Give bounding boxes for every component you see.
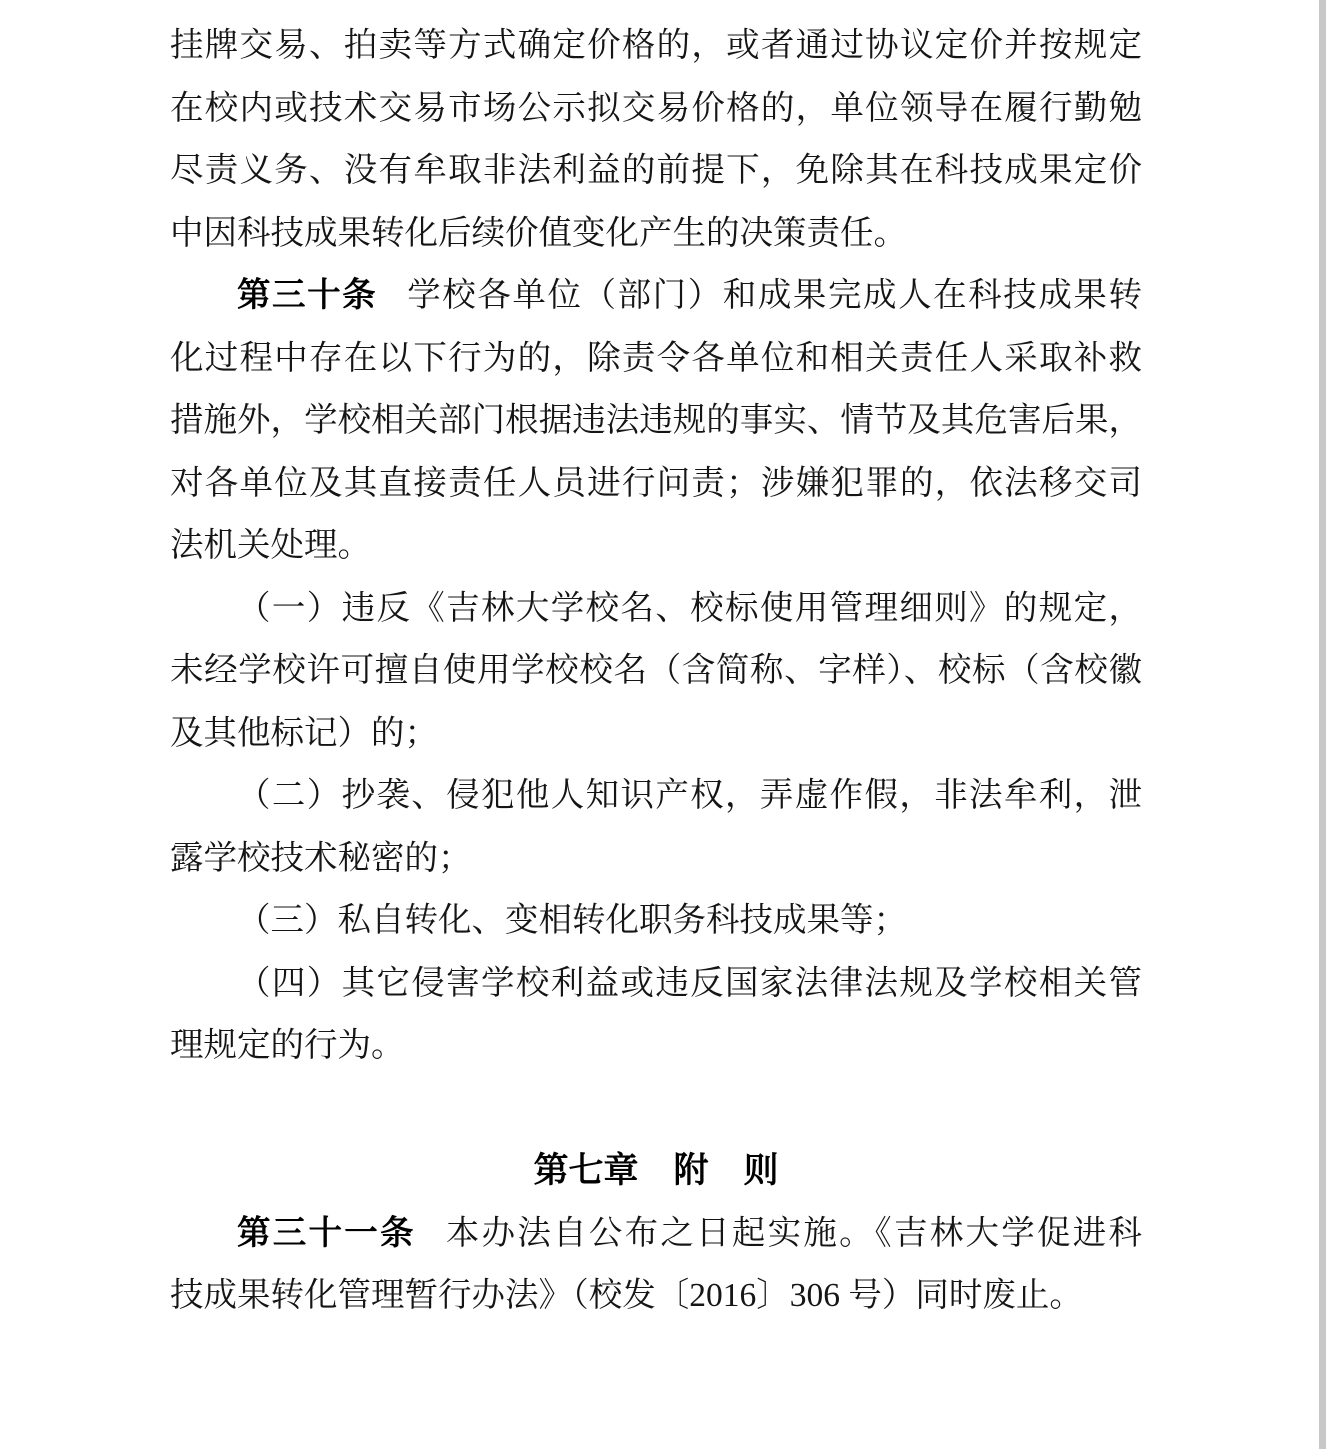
article-31-text: 本办法自公布之日起实施。《吉林大学促进科 bbox=[445, 1214, 1143, 1252]
text-line: 露学校技术秘密的； bbox=[170, 839, 472, 877]
text-line: 在校内或技术交易市场公示拟交易价格的，单位领导在履行勤勉 bbox=[170, 89, 1142, 127]
article-30-first-line bbox=[170, 265, 1142, 328]
item-3-line: （三）私自转化、变相转化职务科技成果等； bbox=[237, 902, 907, 939]
chapter-7-heading: 第七章 附 则 bbox=[533, 1151, 779, 1190]
item-1-line: （一）违反《吉林大学校名、校标使用管理细则》的规定， bbox=[237, 589, 1142, 627]
item-4-line: （四）其它侵害学校利益或违反国家法律法规及学校相关管 bbox=[237, 964, 1142, 1002]
text-line: 措施外，学校相关部门根据违法违规的事实、情节及其危害后果， bbox=[170, 402, 1142, 439]
article-30-label: 第三十条 bbox=[237, 277, 378, 314]
blank-line bbox=[170, 1078, 1142, 1141]
text-line: 化过程中存在以下行为的，除责令各单位和相关责任人采取补救 bbox=[170, 339, 1142, 377]
text-line: 理规定的行为。 bbox=[170, 1027, 405, 1064]
text-block bbox=[170, 15, 1142, 1328]
text-line: 尽责义务、没有牟取非法利益的前提下，免除其在科技成果定价 bbox=[170, 152, 1142, 189]
article-31-label: 第三十一条 bbox=[237, 1214, 416, 1252]
article-30-text: 学校各单位（部门）和成果完成人在科技成果转 bbox=[407, 277, 1142, 314]
article-31-first-line bbox=[170, 1203, 1142, 1266]
text-line: 法机关处理。 bbox=[170, 527, 371, 564]
text-line: 挂牌交易、拍卖等方式确定价格的，或者通过协议定价并按规定 bbox=[170, 27, 1142, 64]
text-line: 未经学校许可擅自使用学校校名（含简称、字样）、校标（含校徽 bbox=[170, 652, 1142, 689]
item-2-line: （二）抄袭、侵犯他人知识产权，弄虚作假，非法牟利，泄 bbox=[237, 777, 1142, 814]
text-line: 技成果转化管理暂行办法》（校发〔2016〕306 号）同时废止。 bbox=[170, 1277, 1083, 1314]
scrollbar-track[interactable] bbox=[1319, 0, 1326, 1449]
text-line: 中因科技成果转化后续价值变化产生的决策责任。 bbox=[170, 214, 907, 252]
text-line: 及其他标记）的； bbox=[170, 714, 438, 752]
text-line: 对各单位及其直接责任人员进行问责；涉嫌犯罪的，依法移交司 bbox=[170, 464, 1142, 502]
